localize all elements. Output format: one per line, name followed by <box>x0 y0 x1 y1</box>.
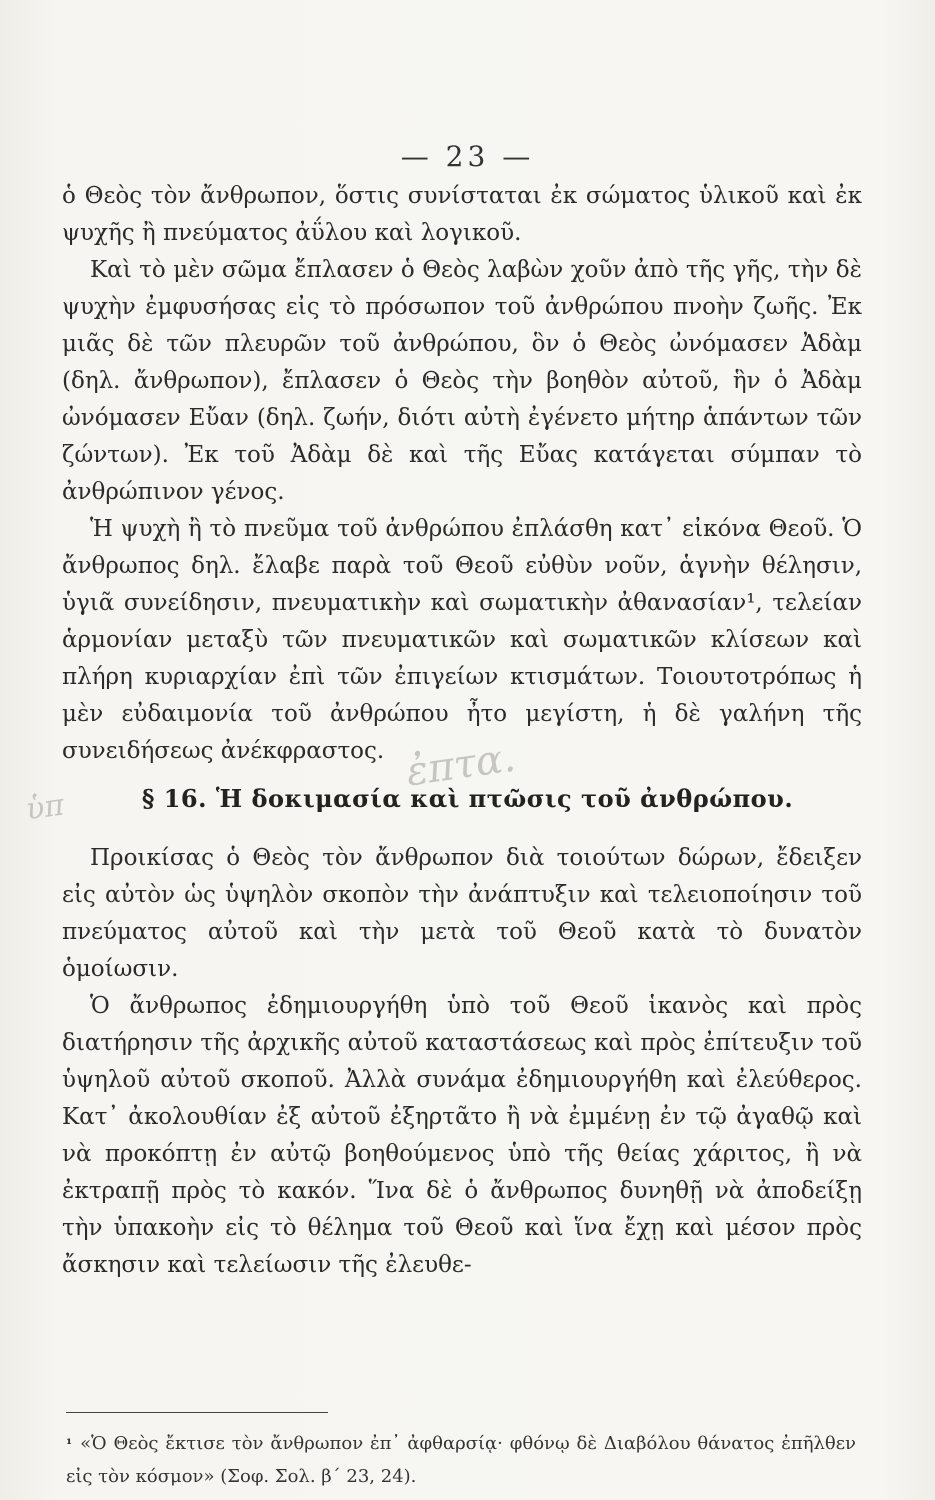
paragraph: Προικίσας ὁ Θεὸς τὸν ἄνθρωπον διὰ τοιούτων δώρων, ἔδειξεν εἰς αὐτὸν ὡς ὑψηλὸν σκοπὸν τὴν ἀνάπτυξιν καὶ τελειοποίησιν τοῦ πνεύματος αὐτοῦ καὶ τὴν μετὰ τοῦ Θεοῦ κατὰ τὸ δυνατὸν ὁμοίωσιν. <box>62 845 862 982</box>
footnote <box>66 1428 856 1493</box>
paragraph: Καὶ τὸ μὲν σῶμα ἔπλασεν ὁ Θεὸς λαβὼν χοῦν ἀπὸ τῆς γῆς, τὴν δὲ ψυχὴν ἐμφυσήσας εἰς τὸ πρόσωπον τοῦ ἀνθρώπου πνοὴν ζωῆς. Ἐκ μιᾶς δὲ τῶν πλευρῶν τοῦ ἀνθρώπου, ὃν ὁ Θεὸς ὠνόμασεν Ἀδὰμ (δηλ. ἄνθρωπον), ἔπλασεν ὁ Θεὸς τὴν βοηθὸν αὐτοῦ, ἣν ὁ Ἀδὰμ ὠνόμασεν Εὔαν (δηλ. ζωήν, διότι αὐτὴ ἐγένετο μήτηρ ἁπάντων τῶν ζώντων). Ἐκ τοῦ Ἀδὰμ δὲ καὶ τῆς Εὔας κατάγεται σύμπαν τὸ ἀνθρώπινον γένος. <box>62 257 862 505</box>
pencil-annotation: ἐπτα. <box>403 734 519 796</box>
paragraph: Ὁ ἄνθρωπος ἐδημιουργήθη ὑπὸ τοῦ Θεοῦ ἱκανὸς καὶ πρὸς διατήρησιν τῆς ἀρχικῆς αὐτοῦ καταστάσεως καὶ πρὸς ἐπίτευξιν τοῦ ὑψηλοῦ αὐτοῦ σκοποῦ. Ἀλλὰ συνάμα ἐδημιουργήθη καὶ ἐλεύθερος. Κατ᾽ ἀκολουθίαν ἐξ αὐτοῦ ἐξηρτᾶτο ἢ νὰ ἐμμένῃ ἐν τῷ ἀγαθῷ καὶ νὰ προκόπτῃ ἐν αὐτῷ βοηθούμενος ὑπὸ τῆς θείας χάριτος, ἢ νὰ ἐκτραπῇ πρὸς τὸ κακόν. Ἵνα δὲ ὁ ἄνθρωπος δυνηθῇ νὰ ἀποδείξῃ τὴν ὑπακοὴν εἰς τὸ θέλημα τοῦ Θεοῦ καὶ ἵνα ἔχῃ καὶ μέσον πρὸς ἄσκησιν καὶ τελείωσιν τῆς ἐλευθε- <box>62 993 862 1278</box>
footnote-divider <box>66 1412 328 1413</box>
paragraph: Ἡ ψυχὴ ἢ τὸ πνεῦμα τοῦ ἀνθρώπου ἐπλάσθη κατ᾽ εἰκόνα Θεοῦ. Ὁ ἄνθρωπος δηλ. ἔλαβε παρὰ τοῦ Θεοῦ εὐθὺν νοῦν, ἁγνὴν θέλησιν, ὑγιᾶ συνείδησιν, πνευματικὴν καὶ σωματικὴν ἀθανασίαν¹, τελείαν ἁρμονίαν μεταξὺ τῶν πνευματικῶν καὶ σωματικῶν κλίσεων καὶ πλήρη κυριαρχίαν ἐπὶ τῶν ἐπιγείων κτισμάτων. Τοιουτοτρόπως ἡ μὲν εὐδαιμονία τοῦ ἀνθρώπου ἦτο μεγίστη, ἡ δὲ γαλήνη τῆς συνειδήσεως ἀνέκφραστος. <box>62 516 862 764</box>
text-block-top <box>62 178 862 770</box>
text-block-bottom <box>62 840 862 1284</box>
paragraph: ὁ Θεὸς τὸν ἄνθρωπον, ὅστις συνίσταται ἐκ σώματος ὑλικοῦ καὶ ἐκ ψυχῆς ἢ πνεύματος ἀΰλου καὶ λογικοῦ. <box>62 183 862 246</box>
section-heading: § 16. Ἡ δοκιμασία καὶ πτῶσις τοῦ ἀνθρώπου. <box>141 784 794 813</box>
footnote-text: «Ὁ Θεὸς ἔκτισε τὸν ἄνθρωπον ἐπ᾽ ἀφθαρσίᾳ· φθόνῳ δὲ Διαβόλου θάνατος ἐπῆλθεν εἰς τὸν κόσμον» (Σοφ. Σολ. β΄ 23, 24). <box>66 1433 856 1487</box>
pencil-annotation: ὑπ <box>23 787 67 828</box>
page-number: — 23 — <box>400 140 535 173</box>
footnote-mark: ¹ <box>66 1437 73 1453</box>
